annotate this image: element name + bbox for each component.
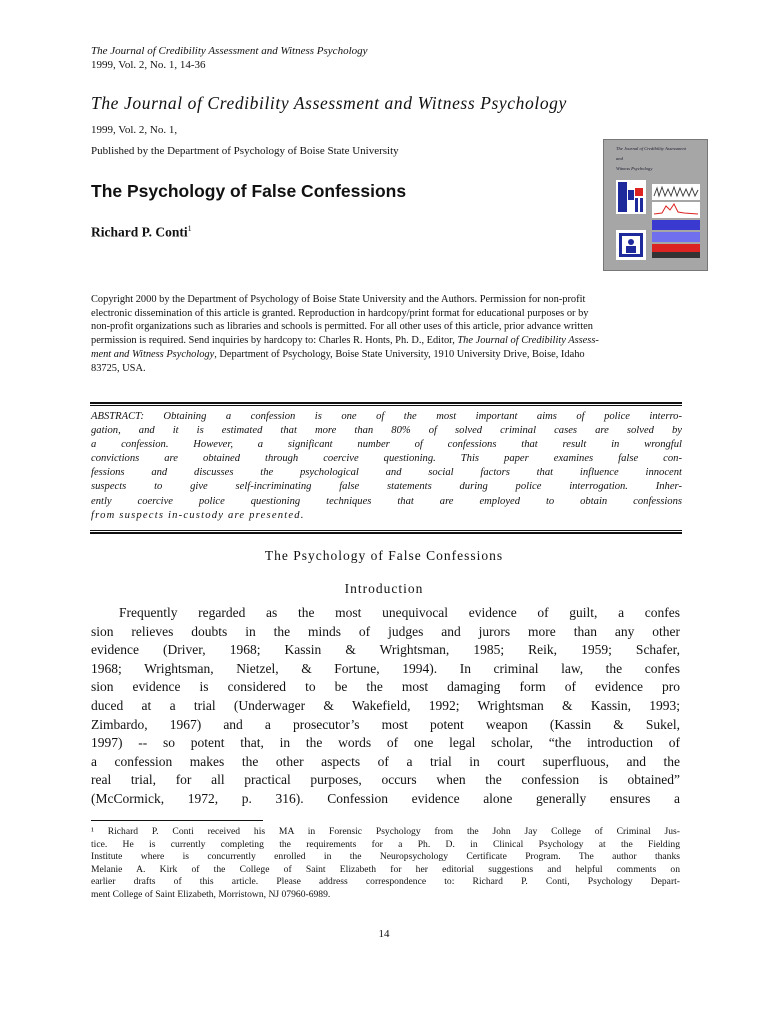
cover-title-line-3: Witness Psychology [616, 166, 653, 171]
journal-title: The Journal of Credibility Assessment and Witness Psychology [91, 93, 567, 113]
section-heading-introduction: Introduction [344, 581, 424, 596]
abstract-bottom-rule [90, 532, 682, 534]
abstract-line: ABSTRACT: Obtaining a confession is one of the most important aims of police interro- [91, 411, 682, 422]
abstract-line: gation, and it is estimated that more than 80% of solved criminal cases are solved by [91, 425, 682, 437]
body-line: evidence (Driver, 1968; Kassin & Wrightsman, 1985; Reik, 1959; Schafer, [91, 642, 680, 658]
abstract-line: fessions and discusses the psychological and social factors that influence innocent [91, 467, 682, 479]
body-line: 1968; Wrightsman, Nietzel, & Fortune, 1994). In criminal law, the confes [91, 660, 680, 676]
running-head-citation: 1999, Vol. 2, No. 1, 14-36 [91, 59, 206, 71]
body-line: (McCormick, 1972, p. 316). Confession evidence alone generally ensures a [91, 790, 680, 806]
copyright-journal-italic: The Journal of Credibility Assess- [457, 335, 599, 347]
copyright-line: electronic dissemination of this article is granted. Reproduction in hardcopy/print format for educational purposes or by [91, 307, 589, 319]
footnote [91, 826, 680, 902]
footnote-line: Institute where is concurrently enrolled in the Neuropsychology Certificate Program. The author thanks [91, 851, 680, 863]
running-head-journal: The Journal of Credibility Assessment and Witness Psychology [91, 45, 368, 57]
abstract-bottom-rule-thin [90, 530, 682, 531]
cover-title-line-1: The Journal of Credibility Assessment [616, 146, 686, 151]
copyright-line-text: , Department of Psychology, Boise State University, 1910 University Drive, Boise, Idaho [214, 348, 585, 360]
footnote-line: ¹ Richard P. Conti received his MA in Forensic Psychology from the John Jay College of Criminal Jus- [91, 826, 680, 837]
copyright-line [91, 348, 683, 362]
publisher-line: Published by the Department of Psychology of Boise State University [91, 145, 399, 157]
copyright-line [91, 334, 683, 348]
footnote-line: ment College of Saint Elizabeth, Morristown, NJ 07960-6989. [91, 888, 331, 900]
body-line: real trial, for all practical purposes, occurs when the confession is obtained” [91, 772, 680, 788]
author-name-text: Richard P. Conti [91, 224, 188, 240]
issue-line: 1999, Vol. 2, No. 1, [91, 124, 178, 136]
copyright-line: 83725, USA. [91, 362, 146, 374]
footnote-line: tice. He is currently completing the requirements for a Ph. D. in Clinical Psychology at the Fielding [91, 838, 680, 850]
body-title: The Psychology of False Confessions [264, 548, 504, 563]
journal-cover-image [603, 139, 708, 271]
abstract [91, 410, 682, 523]
abstract-line: ently coercive police questioning techniques that are employed to obtain confessions [91, 495, 682, 507]
abstract-line: a confession. However, a significant number of confessions that result in wrongful [91, 439, 682, 451]
abstract-top-rule [90, 402, 682, 404]
copyright-notice [91, 293, 683, 375]
body-line: Zimbardo, 1967) and a prosecutor’s most potent weapon (Kassin & Sukel, [91, 716, 680, 732]
body-line: sion relieves doubts in the minds of judges and jurors more than any other [91, 623, 680, 639]
copyright-journal-italic: ment and Witness Psychology [91, 348, 215, 360]
copyright-line: Copyright 2000 by the Department of Psychology of Boise State University and the Authors. Permission for non-profit [91, 294, 586, 305]
abstract-line: convictions are obtained through coercive questioning. This paper examines false con- [91, 453, 682, 465]
cover-illustration [604, 140, 707, 270]
article-title: The Psychology of False Confessions [91, 181, 407, 201]
footnote-separator [91, 820, 263, 821]
body-line: sion evidence is considered to be the most damaging form of evidence pro [91, 679, 680, 695]
page-number: 14 [378, 928, 390, 940]
body-line: duced at a trial (Underwager & Wakefield, 1992; Wrightsman & Kassin, 1993; [91, 697, 680, 713]
body-line: 1997) -- so potent that, in the words of one legal scholar, “the introduction of [91, 735, 680, 751]
body-line: Frequently regarded as the most unequivocal evidence of guilt, a confes [119, 605, 680, 620]
footnote-line: Melanie A. Kirk of the College of Saint Elizabeth for her editorial suggestions and helpful comments on [91, 863, 680, 875]
footnote-line: earlier drafts of this article. Please address correspondence to: Richard P. Conti, Psychology Depart- [91, 876, 680, 888]
running-head [91, 44, 368, 72]
abstract-top-rule-thin [90, 405, 682, 406]
author-footnote-marker: 1 [187, 224, 192, 233]
copyright-line-text: permission is required. Send inquiries by hardcopy to: Charles R. Honts, Ph. D., Editor, [91, 335, 458, 347]
abstract-line: from suspects in-custody are presented. [91, 509, 305, 521]
body-line: a confession makes the other aspects of a trial in court superfluous, and the [91, 753, 680, 769]
abstract-line: suspects to give self-incriminating false statements during police interrogation. Inher- [91, 481, 682, 493]
cover-title-line-2: and [616, 156, 623, 161]
copyright-line: non-profit organizations such as libraries and schools is permitted. For all other uses of this article, prior advance written [91, 321, 593, 333]
author-name [91, 224, 192, 241]
body-paragraph [91, 604, 680, 809]
